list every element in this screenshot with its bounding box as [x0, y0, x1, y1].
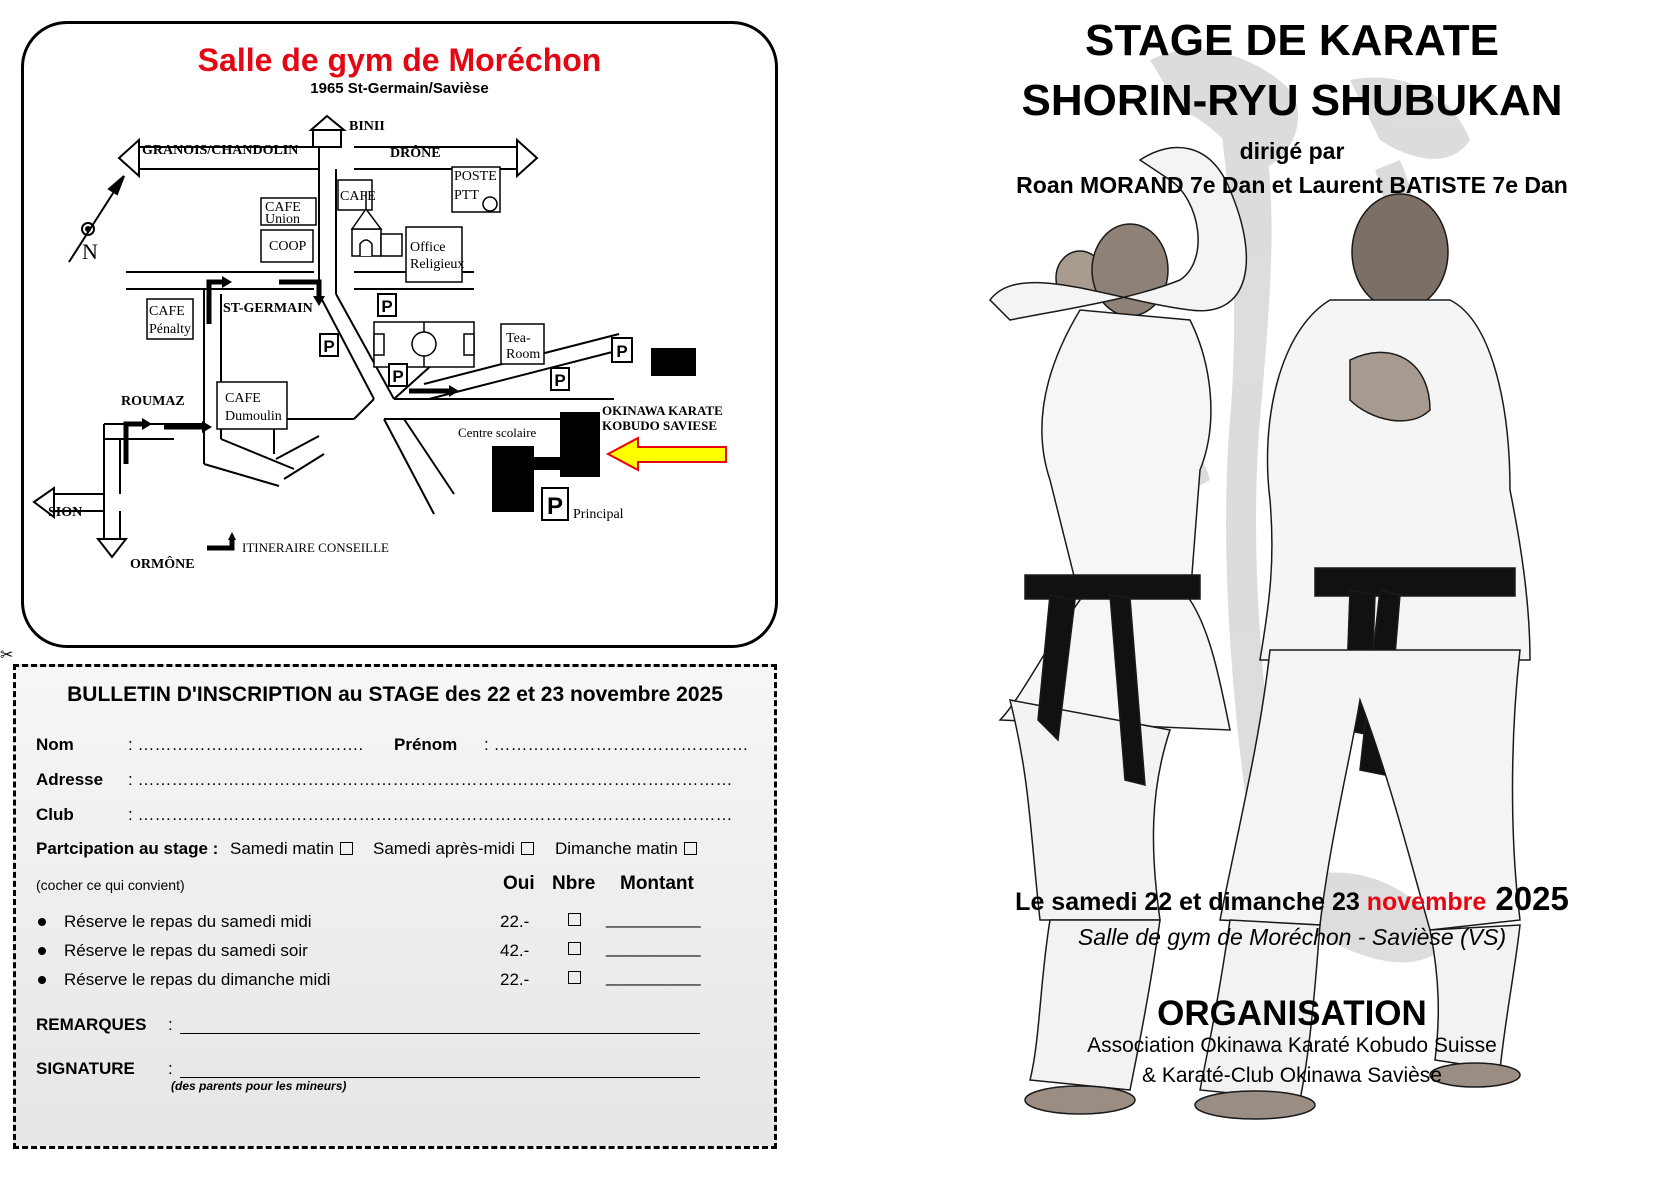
- option-samedi-matin[interactable]: [230, 839, 353, 859]
- parking-label-6: P: [546, 493, 564, 520]
- meal-amount-3[interactable]: __________: [606, 967, 701, 986]
- remarques-label: REMARQUES: [36, 1015, 147, 1034]
- meal-amount-1[interactable]: __________: [606, 909, 701, 928]
- label-okinawa-1: OKINAWA KARATE: [602, 403, 723, 418]
- ptt-clock-icon: [483, 197, 497, 211]
- meal-checkbox-1[interactable]: [568, 913, 581, 926]
- poster-instructors: Roan MORAND 7e Dan et Laurent BATISTE 7e Dan: [1016, 172, 1568, 198]
- meal-price-2: 42.-: [500, 941, 530, 960]
- poster-date-days: Le samedi 22 et dimanche 23: [1015, 888, 1367, 916]
- option-samedi-apres-midi-label: Samedi après-midi: [373, 839, 515, 858]
- nom-field[interactable]: : ………………………………….: [128, 735, 364, 754]
- option-dimanche-matin[interactable]: [555, 839, 697, 859]
- bullet-icon: [38, 918, 46, 926]
- prenom-label: Prénom: [394, 735, 458, 754]
- meal-checkbox-2[interactable]: [568, 942, 581, 955]
- samedi-apres-midi-checkbox[interactable]: [521, 842, 534, 855]
- label-poste: POSTE: [454, 169, 497, 184]
- label-cafe-union-2: Union: [265, 212, 300, 227]
- label-office-2: Religieux: [410, 257, 465, 272]
- parking-label-3: P: [392, 367, 404, 386]
- label-centre-scolaire: Centre scolaire: [458, 425, 537, 440]
- parking-label-5: P: [616, 342, 628, 361]
- parents-note: (des parents pour les mineurs): [171, 1079, 347, 1093]
- bullet-icon: [38, 976, 46, 984]
- club-label: Club: [36, 805, 74, 824]
- label-sion: SION: [48, 505, 83, 520]
- prenom-field[interactable]: : ………………………………………: [484, 735, 749, 754]
- col-nbre: Nbre: [552, 873, 596, 894]
- parking-label-2: P: [323, 337, 335, 356]
- meal-price-1: 22.-: [500, 912, 530, 931]
- label-cafe-union-1: CAFE: [265, 200, 301, 215]
- poster-dirige: dirigé par: [1239, 138, 1345, 164]
- club-field[interactable]: : ……………………………………………………………………………………………: [128, 805, 733, 824]
- map-panel: [21, 21, 778, 648]
- map-subtitle: 1965 St-Germain/Savièse: [310, 80, 489, 97]
- participation-label: Partcipation au stage :: [36, 839, 219, 858]
- samedi-matin-checkbox[interactable]: [340, 842, 353, 855]
- col-montant: Montant: [620, 873, 694, 894]
- meal-label-2: Réserve le repas du samedi soir: [64, 941, 308, 960]
- remarques-colon: :: [168, 1015, 173, 1034]
- poster-title-line2: SHORIN-RYU SHUBUKAN: [1021, 76, 1563, 125]
- label-okinawa-2: KOBUDO SAVIESE: [602, 418, 717, 433]
- signature-label: SIGNATURE: [36, 1059, 135, 1078]
- meal-label-3: Réserve le repas du dimanche midi: [64, 970, 331, 989]
- poster: [930, 0, 1654, 1188]
- option-samedi-matin-label: Samedi matin: [230, 839, 334, 858]
- label-granois: GRANOIS/CHANDOLIN: [142, 143, 299, 158]
- nom-label: Nom: [36, 735, 74, 754]
- label-north: N: [82, 239, 98, 264]
- label-cafe-penalty-1: CAFE: [149, 304, 185, 319]
- poster-org-line2: & Karaté-Club Okinawa Savièse: [1142, 1064, 1442, 1087]
- adresse-label: Adresse: [36, 770, 104, 789]
- label-itineraire: ITINERAIRE CONSEILLE: [242, 540, 389, 555]
- poster-date: [930, 880, 1654, 918]
- form-title: BULLETIN D'INSCRIPTION au STAGE des 22 et 23 novembre 2025: [67, 683, 723, 706]
- poster-org-line1: Association Okinawa Karaté Kobudo Suisse: [1087, 1034, 1497, 1057]
- label-tea-1: Tea-: [506, 331, 531, 346]
- scissors-icon: ✂: [0, 647, 14, 664]
- label-roumaz: ROUMAZ: [121, 394, 185, 409]
- label-ormone: ORMÔNE: [130, 557, 195, 572]
- yellow-arrow: [608, 438, 726, 470]
- access-map: [24, 24, 775, 645]
- label-cafe-dumoulin-1: CAFE: [225, 391, 261, 406]
- label-binii: BINII: [349, 119, 385, 134]
- karateka-left: [990, 148, 1246, 1114]
- meal-amount-2[interactable]: __________: [606, 938, 701, 957]
- registration-form: [13, 664, 777, 1149]
- label-cafe-church: CAFE: [340, 189, 376, 204]
- parking-label-4: P: [554, 371, 566, 390]
- label-st-germain: ST-GERMAIN: [223, 301, 313, 316]
- dimanche-matin-checkbox[interactable]: [684, 842, 697, 855]
- map-title: Salle de gym de Moréchon: [197, 42, 602, 78]
- remarques-field[interactable]: [180, 1033, 700, 1034]
- label-ptt: PTT: [454, 188, 479, 203]
- poster-title-line1: STAGE DE KARATE: [1085, 16, 1499, 65]
- adresse-field[interactable]: : ……………………………………………………………………………………………: [128, 770, 733, 789]
- signature-field[interactable]: [180, 1077, 700, 1078]
- meal-checkbox-3[interactable]: [568, 971, 581, 984]
- label-cafe-dumoulin-2: Dumoulin: [225, 409, 282, 424]
- meal-price-3: 22.-: [500, 970, 530, 989]
- poster-date-month: novembre: [1366, 888, 1487, 916]
- label-drone: DRÔNE: [390, 146, 441, 161]
- label-cafe-penalty-2: Pénalty: [149, 322, 191, 337]
- label-office-1: Office: [410, 240, 446, 255]
- poster-venue: Salle de gym de Moréchon - Savièse (VS): [1077, 924, 1507, 950]
- signature-colon: :: [168, 1059, 173, 1078]
- label-tea-2: Room: [506, 347, 541, 362]
- poster-date-year: 2025: [1486, 880, 1569, 917]
- parking-label-1: P: [381, 297, 393, 316]
- meal-label-1: Réserve le repas du samedi midi: [64, 912, 312, 931]
- poster-organisation-title: ORGANISATION: [1157, 994, 1427, 1033]
- label-coop: COOP: [269, 239, 307, 254]
- cocher-note: (cocher ce qui convient): [36, 877, 185, 893]
- option-dimanche-matin-label: Dimanche matin: [555, 839, 678, 858]
- col-oui: Oui: [503, 873, 535, 894]
- label-principal: Principal: [573, 507, 624, 522]
- option-samedi-apres-midi[interactable]: [373, 839, 534, 859]
- arrow-ormone: [98, 539, 126, 557]
- bullet-icon: [38, 947, 46, 955]
